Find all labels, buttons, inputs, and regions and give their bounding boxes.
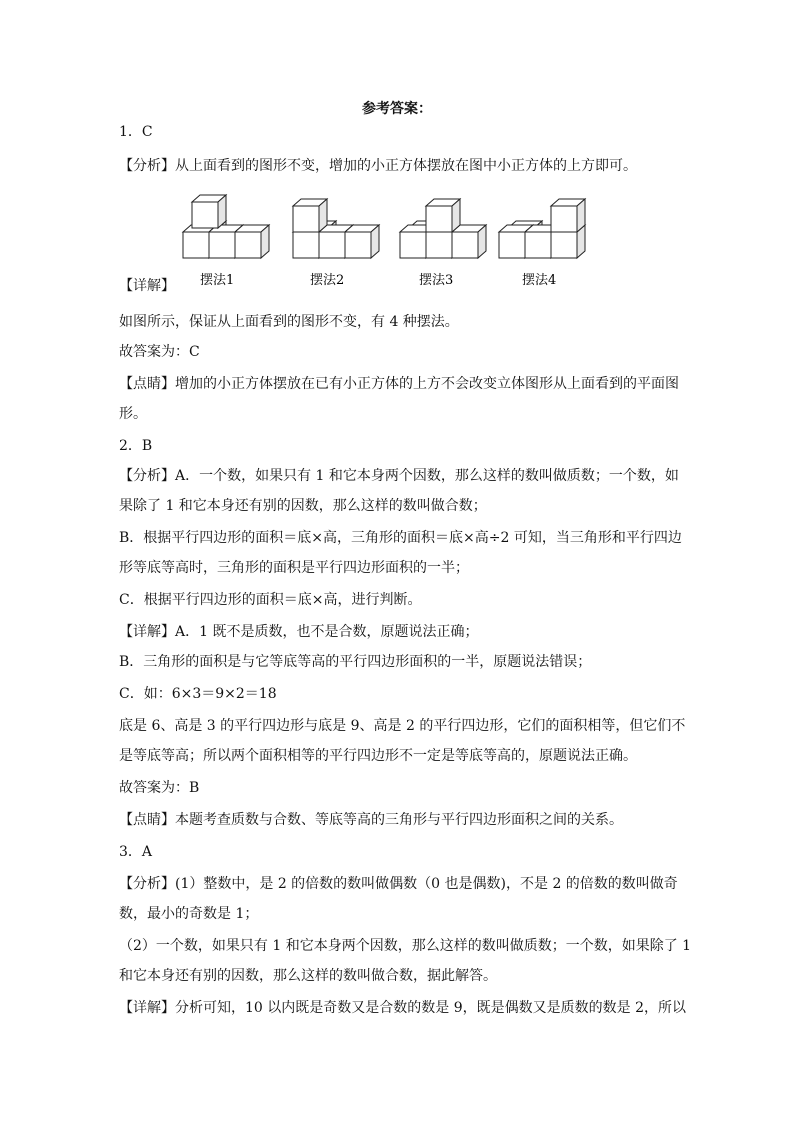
q2-comment: 【点睛】本题考查质数与合数、等底等高的三角形与平行四边形面积之间的关系。 — [119, 812, 623, 828]
q1-comment-line-2: 形。 — [119, 406, 147, 422]
q1-comment-line-1: 【点睛】增加的小正方体摆放在已有小正方体的上方不会改变立体图形从上面看到的平面图 — [119, 376, 679, 392]
q2-analysis-line-2: 果除了 1 和它本身还有别的因数，那么这样的数叫做合数； — [119, 498, 487, 514]
q2-analysis-line-5: C．根据平行四边形的面积＝底×高，进行判断。 — [119, 592, 422, 608]
q3-analysis-line-1: 【分析】(1）整数中，是 2 的倍数的数叫做偶数（0 也是偶数)，不是 2 的倍数的数叫做奇 — [119, 876, 678, 892]
q2-analysis-line-3: B．根据平行四边形的面积＝底×高，三角形的面积＝底×高÷2 可知，当三角形和平行四边 — [119, 530, 682, 546]
q1-detail-text: 如图所示，保证从上面看到的图形不变，有 4 种摆法。 — [119, 314, 459, 330]
q2-detail-line-4: 底是 6、高是 3 的平行四边形与底是 9、高是 2 的平行四边形，它们的面积相等，但它们不 — [119, 718, 686, 734]
q2-answer: 故答案为：B — [119, 780, 200, 796]
arrangement-2-cubes — [293, 199, 379, 258]
q2-analysis-line-1: 【分析】A．一个数，如果只有 1 和它本身两个因数，那么这样的数叫做质数；一个数，如 — [119, 468, 679, 484]
q2-analysis-line-4: 形等底等高时，三角形的面积是平行四边形面积的一半； — [119, 560, 469, 576]
arrangement-1-cubes — [183, 195, 269, 258]
q2-detail-line-3: C．如：6×3＝9×2＝18 — [119, 686, 277, 702]
q3-detail-line-1: 【详解】分析可知，10 以内既是奇数又是合数的数是 9，既是偶数又是质数的数是 2，所以 — [119, 1000, 686, 1016]
q3-analysis-line-3: （2）一个数，如果只有 1 和它本身两个因数，那么这样的数叫做质数；一个数，如果除了 1 — [119, 938, 692, 954]
q1-analysis: 【分析】从上面看到的图形不变，增加的小正方体摆放在图中小正方体的上方即可。 — [119, 158, 637, 174]
q2-detail-line-5: 是等底等高；所以两个面积相等的平行四边形不一定是等底等高的，原题说法正确。 — [119, 748, 637, 764]
q2-detail-line-2: B．三角形的面积是与它等底等高的平行四边形面积的一半，原题说法错误； — [119, 654, 592, 670]
q3-number: 3．A — [119, 844, 153, 860]
caption-arrangement-3: 摆法3 — [419, 273, 454, 288]
arrangement-3-cubes — [400, 199, 486, 258]
caption-arrangement-2: 摆法2 — [310, 273, 345, 288]
q1-cube-figure — [178, 190, 598, 290]
caption-arrangement-4: 摆法4 — [522, 273, 557, 288]
caption-arrangement-1: 摆法1 — [200, 273, 235, 288]
q1-detail-label: 【详解】 — [119, 278, 175, 294]
q3-analysis-line-2: 数，最小的奇数是 1； — [119, 906, 259, 922]
q2-detail-line-1: 【详解】A．1 既不是质数，也不是合数，原题说法正确； — [119, 624, 479, 640]
q3-analysis-line-4: 和它本身还有别的因数，那么这样的数叫做合数，据此解答。 — [119, 968, 497, 984]
arrangement-4-cubes — [499, 199, 585, 258]
q2-number: 2．B — [119, 438, 153, 454]
page-title: 参考答案： — [362, 101, 432, 117]
q1-number: 1．C — [119, 124, 153, 140]
q1-answer: 故答案为：C — [119, 344, 200, 360]
